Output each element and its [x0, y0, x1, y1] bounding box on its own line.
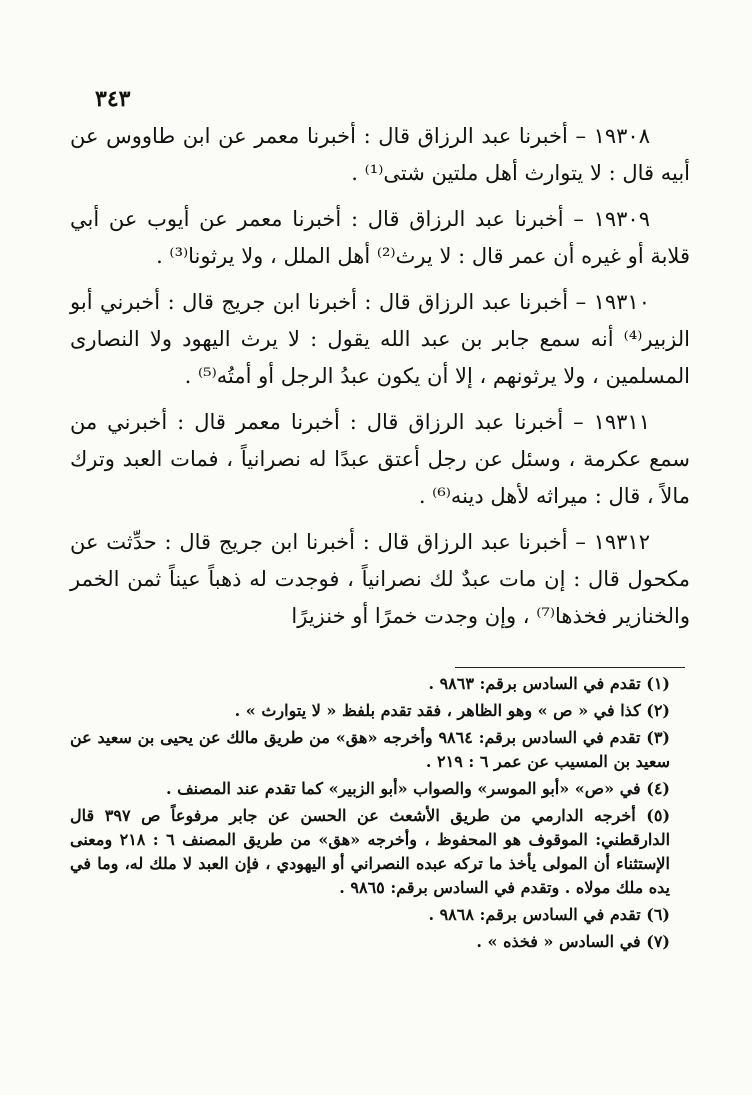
footnote-6: (٦) تقدم في السادس برقم: ٩٨٦٨ .	[428, 905, 670, 924]
hadith-19310: ١٩٣١٠ – أخبرنا عبد الرزاق قال : أخبرنا ابن جريج قال : أخبرني أبو الزبير⁽⁴⁾ أنه سمع جابر بن عبد الله يقول : لا يرث اليهود ولا النصارى المسلمين ، ولا يرثونهم ، إلا أن يكون عبدُ الرجل أو أمتُه⁽⁵⁾ .	[70, 290, 690, 388]
footnote-5: (٥) أخرجه الدارمي من طريق الأشعث عن الحسن عن جابر مرفوعاً ص ٣٩٧ قال الدارقطني: الموقوف هو المحفوظ ، وأخرجه «هق» من طريق المصنف ٦ : ٢١٨ ومعنى الإستثناء أن المولى يأخذ ما تركه عبده النصراني أو اليهودي ، فإن العبد لا ملك له، وما في يده ملك مولاه . وتقدم في السادس برقم: ٩٨٦٥ .	[70, 806, 671, 897]
footnote-7: (٧) في السادس « فخذه » .	[476, 932, 670, 951]
footnote-3: (٣) تقدم في السادس برقم: ٩٨٦٤ وأخرجه «هق» من طريق مالك عن يحيى بن سعيد عن سعيد بن المسيب عن عمر ٦ : ٢١٩ .	[70, 728, 670, 771]
footnote-4: (٤) في «ص» «أبو الموسر» والصواب «أبو الزبير» كما تقدم عند المصنف .	[165, 779, 670, 798]
footnote-2: (٢) كذا في « ص » وهو الظاهر ، فقد تقدم بلفظ « لا يتوارث » .	[234, 701, 670, 720]
footnote-1: (١) تقدم في السادس برقم: ٩٨٦٣ .	[428, 674, 670, 693]
hadith-19311: ١٩٣١١ – أخبرنا عبد الرزاق قال : أخبرنا معمر قال : أخبرني من سمع عكرمة ، وسئل عن رجل أعتق عبدًا له نصرانياً ، فمات العبد وترك مالاً ، قال : ميراثه لأهل دينه⁽⁶⁾ .	[70, 410, 690, 508]
page-number: ٣٤٣	[95, 86, 131, 112]
footnote-separator	[455, 667, 685, 668]
hadith-19312: ١٩٣١٢ – أخبرنا عبد الرزاق قال : أخبرنا ابن جريج قال : حدِّثت عن مكحول قال : إن مات عبدٌ لك نصرانياً ، فوجدت له ذهباً عيناً ثمن الخمر والخنازير فخذها⁽⁷⁾ ، وإن وجدت خمرًا أو خنزيرًا	[70, 530, 690, 628]
hadith-19308: ١٩٣٠٨ – أخبرنا عبد الرزاق قال : أخبرنا معمر عن ابن طاووس عن أبيه قال : لا يتوارث أهل ملتين شتى⁽¹⁾ .	[70, 124, 690, 185]
hadith-19309: ١٩٣٠٩ – أخبرنا عبد الرزاق قال : أخبرنا معمر عن أيوب عن أبي قلابة أو غيره أن عمر قال : لا يرث⁽²⁾ أهل الملل ، ولا يرثونا⁽³⁾ .	[70, 207, 690, 268]
footnotes	[70, 672, 690, 957]
main-text	[70, 118, 690, 644]
